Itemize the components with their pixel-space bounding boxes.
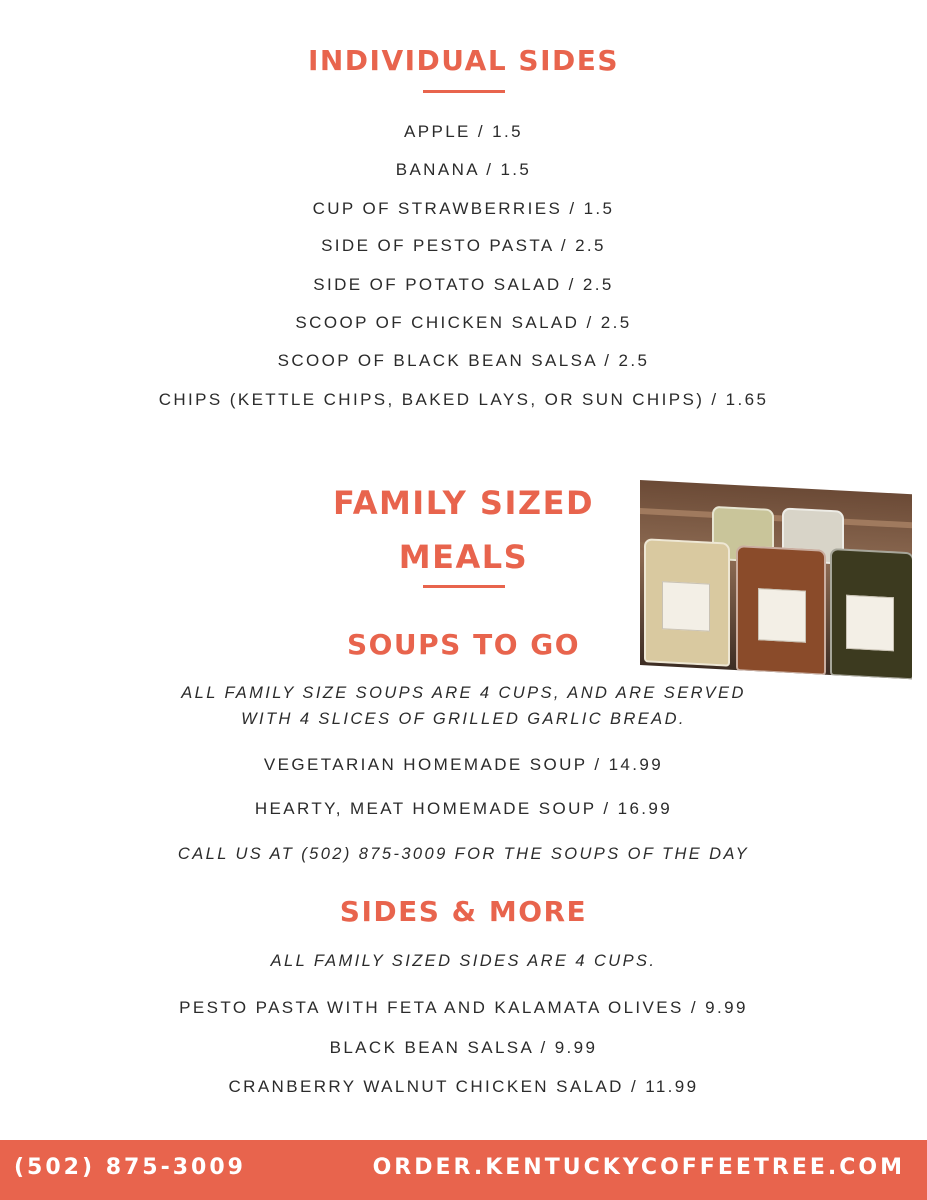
individual-sides-title: INDIVIDUAL SIDES xyxy=(307,44,620,77)
menu-item-banana: BANANA / 1.5 xyxy=(395,160,532,179)
footer-website-link[interactable]: ORDER.KENTUCKYCOFFEETREE.COM xyxy=(372,1155,905,1180)
family-meals-underline xyxy=(423,585,505,588)
menu-item-pesto-pasta-family: PESTO PASTA WITH FETA AND KALAMATA OLIVES / 9.99 xyxy=(179,998,748,1017)
menu-item-apple: APPLE / 1.5 xyxy=(403,122,523,141)
menu-item-cranberry-chicken-salad: CRANBERRY WALNUT CHICKEN SALAD / 11.99 xyxy=(228,1077,699,1096)
soups-note-line1: ALL FAMILY SIZE SOUPS ARE 4 CUPS, AND ARE SERVED xyxy=(181,684,746,702)
menu-item-pesto-pasta-side: SIDE OF PESTO PASTA / 2.5 xyxy=(321,236,606,255)
sides-more-note: ALL FAMILY SIZED SIDES ARE 4 CUPS. xyxy=(270,952,657,970)
menu-item-meat-soup: HEARTY, MEAT HOMEMADE SOUP / 16.99 xyxy=(254,799,673,818)
jar-label-1 xyxy=(662,581,710,632)
menu-item-strawberries: CUP OF STRAWBERRIES / 1.5 xyxy=(312,199,615,218)
family-meals-title-line1: FAMILY SIZED xyxy=(333,484,594,522)
menu-item-potato-salad: SIDE OF POTATO SALAD / 2.5 xyxy=(313,275,614,294)
menu-item-black-bean-salsa-family: BLACK BEAN SALSA / 9.99 xyxy=(329,1038,598,1057)
soups-call-note: CALL US AT (502) 875-3009 FOR THE SOUPS OF THE DAY xyxy=(177,845,750,863)
menu-item-black-bean-salsa-scoop: SCOOP OF BLACK BEAN SALSA / 2.5 xyxy=(277,351,650,370)
footer-phone[interactable]: (502) 875-3009 xyxy=(14,1155,246,1180)
individual-sides-underline xyxy=(423,90,505,93)
soups-note-line2: WITH 4 SLICES OF GRILLED GARLIC BREAD. xyxy=(241,710,686,728)
family-meals-title-line2: MEALS xyxy=(398,538,529,576)
menu-item-chips: CHIPS (KETTLE CHIPS, BAKED LAYS, OR SUN CHIPS) / 1.65 xyxy=(158,390,769,409)
soups-to-go-title: SOUPS TO GO xyxy=(346,628,581,661)
menu-item-chicken-salad-scoop: SCOOP OF CHICKEN SALAD / 2.5 xyxy=(295,313,632,332)
menu-item-vegetarian-soup: VEGETARIAN HOMEMADE SOUP / 14.99 xyxy=(263,755,664,774)
sides-more-title: SIDES & MORE xyxy=(339,895,588,928)
